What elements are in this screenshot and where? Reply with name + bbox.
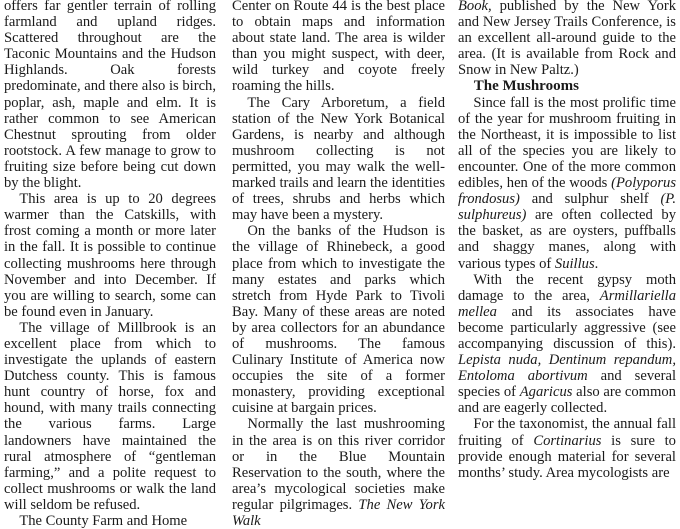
text-span: is sure to provide enough material for several months’ study. Area mycologists are: [458, 432, 676, 481]
text-span: and its associates have become particularly aggressive (see accompanying discussion of this).: [458, 303, 676, 352]
text-span: For the taxonomist, the annual fall fruiting of: [458, 416, 676, 449]
paragraph-rhinebeck: On the banks of the Hudson is the village of Rhinebeck, a good place from which to investigate the many estates and parks which stretch from Hyde Park to Tivoli Bay. Many of these areas are noted by area collectors for an abundance of mushrooms. The famous Culinary Institute of America now occupies the site of a former monastery, providing exceptional cuisine at bargain prices.: [232, 223, 445, 417]
paragraph-millbrook: The village of Millbrook is an excellent place from which to investigate the uplands of eastern Dutchess county. This is famous hunt country of horse, fox and hound, with many trails connecting the various farms. Large landowners have maintained the rural atmosphere of “gentleman farming,” and a polite request to collect mushrooms or walk the land will seldom be refused.: [4, 319, 216, 513]
paragraph-county-farm: The County Farm and Home: [19, 513, 188, 529]
paragraph-walk-book-text: published by the New York and New Jersey Trails Conference, is an excellent all-around guide to the area. (It is available from Rock and Snow in New Paltz.): [458, 0, 677, 79]
species-name: Agaricus: [519, 384, 573, 401]
species-name: Lepista nuda, Dentinum repandum, Entoloma abortivum: [458, 352, 676, 385]
species-name: (P. sulphureus): [458, 191, 676, 224]
text-span: Since fall is the most prolific time of the year for mushroom fruiting in the Northeast, it is impossible to list all of the species you are likely to encounter. One of the more common edibles, hen of the woods: [458, 94, 676, 192]
paragraph-terrain: offers far gentler terrain of rolling farmland and upland ridges. Scattered throughout are the Taconic Mountains and the Hudson Highlands. Oak forests predominate, and there also is birch, poplar, ash, maple and elm. It is rather common to see American Chestnut sprouting from older rootstock. A few manage to grow to fruiting size before being cut down by the blight.: [4, 0, 216, 192]
paragraph-cary-arboretum: The Cary Arboretum, a field station of the New York Botanical Gardens, is nearby and although mushroom collecting is not permitted, you may walk the well-marked trails and learn the identities of trees, shrubs and herbs which may have been a mystery.: [232, 94, 445, 224]
paragraph-climate: This area is up to 20 degrees warmer than the Catskills, with frost coming a month or more later in the fall. It is possible to continue collecting mushrooms here through November and into December. If you are willing to search, some can be found even in January.: [4, 191, 216, 320]
text-span: are often collected by the basket, as are oysters, puffballs and shaggy manes, along with various types of: [458, 207, 676, 272]
paragraph-gypsy-moth: [458, 272, 676, 417]
species-name: Suillus: [554, 255, 595, 272]
text-span: and several species of: [458, 368, 676, 401]
species-name: Cortinarius: [533, 432, 602, 449]
paragraph-last-mushrooming-text: Normally the last mushrooming in the area is on this river corridor or in the Blue Mountain Reservation to the south, where the area’s mycological societies make regular pilgrimages.: [232, 416, 445, 513]
text-span: With the recent gypsy moth damage to the area,: [458, 271, 676, 304]
text-span: .: [594, 255, 599, 272]
paragraph-walk-book: [458, 0, 676, 78]
text-span: also are common and are eagerly collected.: [458, 384, 676, 417]
book-title-end: Book,: [458, 0, 492, 14]
section-heading: The Mushrooms: [473, 78, 579, 95]
text-span: and sulphur shelf: [531, 191, 649, 208]
paragraph-taxonomist: [458, 416, 676, 480]
paragraph-last-mushrooming: [232, 416, 445, 529]
species-name: Armillariella mellea: [458, 287, 676, 320]
species-name: (Polyporus frondosus): [458, 175, 676, 208]
paragraph-county-center: Center on Route 44 is the best place to obtain maps and information about state land. The area is wilder than you might suspect, with deer, wild turkey and coyote freely roaming the hills.: [232, 0, 445, 95]
column-1: [4, 0, 216, 529]
book-title-start: The New York Walk: [232, 496, 445, 529]
column-3: [458, 0, 677, 481]
column-2: [232, 0, 445, 529]
paragraph-fall-species: [458, 95, 676, 272]
